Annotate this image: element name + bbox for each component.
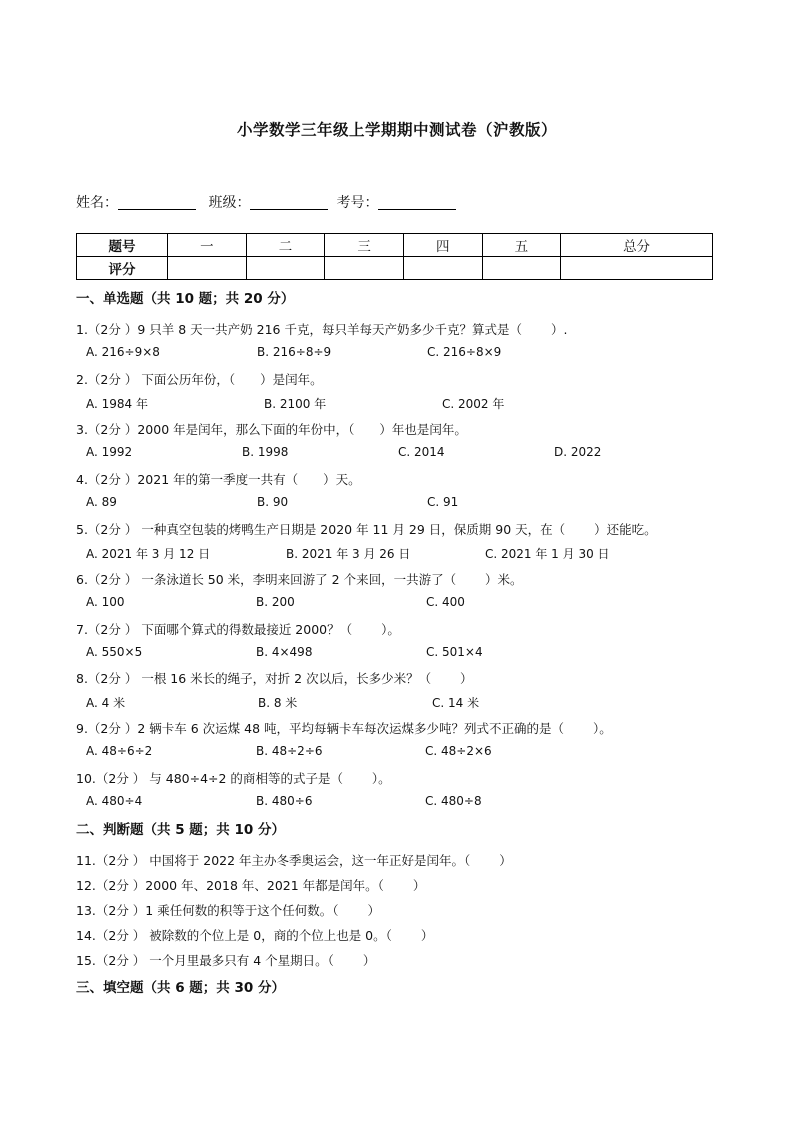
score-cell[interactable] — [246, 257, 325, 280]
score-cell[interactable] — [403, 257, 482, 280]
score-cell[interactable] — [325, 257, 404, 280]
option[interactable]: A. 2021 年 3 月 12 日 — [86, 547, 211, 561]
exam-no-label: 考号： — [336, 195, 379, 211]
option[interactable]: B. 2100 年 — [264, 397, 327, 411]
student-info — [76, 192, 464, 212]
question-6: 6.（2分 ） 一条泳道长 50 米，李明来回游了 2 个来回，一共游了（ ）米。 — [76, 572, 523, 587]
score-cell[interactable] — [482, 257, 561, 280]
option[interactable]: C. 501×4 — [426, 645, 483, 659]
question-10-options — [86, 794, 726, 810]
option[interactable]: C. 2014 — [398, 445, 445, 459]
question-5: 5.（2分 ） 一种真空包装的烤鸭生产日期是 2020 年 11 月 29 日，保质期 90 天，在（ ）还能吃。 — [76, 522, 657, 537]
option[interactable]: B. 1998 — [242, 445, 289, 459]
option[interactable]: A. 100 — [86, 595, 125, 609]
option[interactable]: A. 48÷6÷2 — [86, 744, 153, 758]
question-7: 7.（2分 ） 下面哪个算式的得数最接近 2000？（ ）。 — [76, 622, 400, 637]
option[interactable]: B. 2021 年 3 月 26 日 — [286, 547, 411, 561]
question-8-options — [86, 694, 726, 710]
question-1-options — [86, 345, 726, 361]
score-cell[interactable] — [168, 257, 247, 280]
page-title: 小学数学三年级上学期期中测试卷（沪教版） — [236, 121, 557, 139]
score-cell[interactable] — [561, 257, 713, 280]
question-2-options — [86, 395, 726, 411]
question-6-options — [86, 595, 726, 611]
option[interactable]: B. 4×498 — [256, 645, 313, 659]
score-table-header-row — [77, 234, 713, 257]
option[interactable]: A. 550×5 — [86, 645, 143, 659]
option[interactable]: B. 48÷2÷6 — [256, 744, 323, 758]
option[interactable]: A. 1992 — [86, 445, 133, 459]
option[interactable]: B. 200 — [256, 595, 295, 609]
score-header-cell: 题号 — [77, 234, 168, 257]
option[interactable]: C. 2002 年 — [442, 397, 505, 411]
option[interactable]: C. 2021 年 1 月 30 日 — [485, 547, 610, 561]
score-row-label: 评分 — [77, 257, 168, 280]
judge-question-13: 13.（2分 ）1 乘任何数的积等于这个任何数。（ ） — [76, 903, 380, 918]
option[interactable]: C. 480÷8 — [425, 794, 482, 808]
judge-question-15: 15.（2分 ） 一个月里最多只有 4 个星期日。（ ） — [76, 953, 376, 968]
section-heading-single-choice: 一、单选题（共 10 题；共 20 分） — [76, 291, 295, 307]
exam-no-blank[interactable] — [378, 195, 456, 210]
name-blank[interactable] — [118, 195, 196, 210]
option[interactable]: A. 4 米 — [86, 696, 126, 710]
option[interactable]: A. 216÷9×8 — [86, 345, 160, 359]
question-4-options — [86, 495, 726, 511]
option[interactable]: B. 8 米 — [258, 696, 298, 710]
question-3: 3.（2分 ）2000 年是闰年，那么下面的年份中，（ ）年也是闰年。 — [76, 422, 467, 437]
question-5-options — [86, 545, 726, 561]
option[interactable]: C. 216÷8×9 — [427, 345, 502, 359]
question-8: 8.（2分 ） 一根 16 米长的绳子，对折 2 次以后，长多少米？（ ） — [76, 671, 473, 686]
score-header-cell: 总分 — [561, 234, 713, 257]
question-4: 4.（2分 ）2021 年的第一季度一共有（ ）天。 — [76, 472, 361, 487]
score-header-cell: 三 — [325, 234, 404, 257]
option[interactable]: C. 14 米 — [432, 696, 480, 710]
question-1: 1.（2分 ）9 只羊 8 天一共产奶 216 千克，每只羊每天产奶多少千克？算式是（ ）. — [76, 322, 568, 337]
score-header-cell: 一 — [168, 234, 247, 257]
option[interactable]: B. 480÷6 — [256, 794, 313, 808]
option[interactable]: C. 400 — [426, 595, 465, 609]
judge-question-12: 12.（2分 ）2000 年、2018 年、2021 年都是闰年。（ ） — [76, 878, 426, 893]
judge-question-14: 14.（2分 ） 被除数的个位上是 0，商的个位上也是 0。（ ） — [76, 928, 434, 943]
question-7-options — [86, 645, 726, 661]
class-blank[interactable] — [250, 195, 328, 210]
score-header-cell: 五 — [482, 234, 561, 257]
option[interactable]: B. 90 — [257, 495, 289, 509]
section-heading-fill-blank: 三、填空题（共 6 题；共 30 分） — [76, 980, 285, 996]
option[interactable]: B. 216÷8÷9 — [257, 345, 332, 359]
score-table — [76, 233, 713, 280]
question-3-options — [86, 445, 726, 461]
judge-question-11: 11.（2分 ） 中国将于 2022 年主办冬季奥运会，这一年正好是闰年。（ ） — [76, 853, 512, 868]
name-label: 姓名： — [76, 195, 118, 211]
score-header-cell: 二 — [246, 234, 325, 257]
score-table-score-row — [77, 257, 713, 280]
option[interactable]: C. 48÷2×6 — [425, 744, 492, 758]
question-2: 2.（2分 ） 下面公历年份，（ ）是闰年。 — [76, 372, 323, 387]
option[interactable]: A. 89 — [86, 495, 117, 509]
option[interactable]: C. 91 — [427, 495, 459, 509]
score-header-cell: 四 — [403, 234, 482, 257]
option[interactable]: D. 2022 — [554, 445, 602, 459]
question-9-options — [86, 744, 726, 760]
class-label: 班级： — [208, 195, 251, 211]
section-heading-true-false: 二、判断题（共 5 题；共 10 分） — [76, 822, 285, 838]
question-10: 10.（2分 ） 与 480÷4÷2 的商相等的式子是（ ）。 — [76, 771, 391, 786]
question-9: 9.（2分 ）2 辆卡车 6 次运煤 48 吨，平均每辆卡车每次运煤多少吨？列式不正确的是（ ）。 — [76, 721, 612, 736]
option[interactable]: A. 1984 年 — [86, 397, 148, 411]
option[interactable]: A. 480÷4 — [86, 794, 143, 808]
